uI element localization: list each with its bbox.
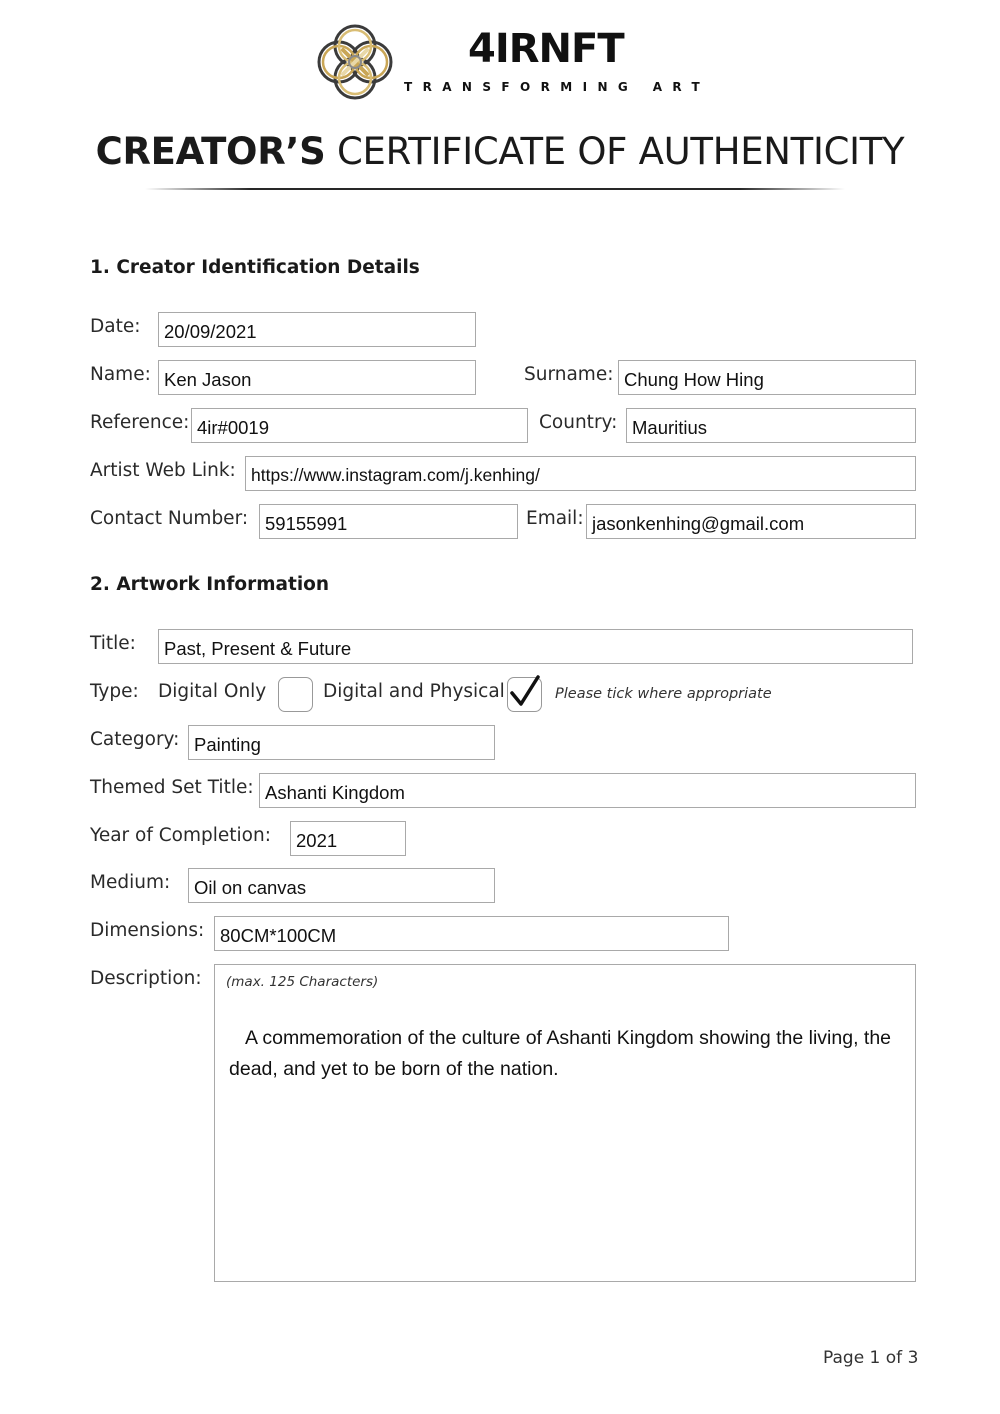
email-field[interactable]: jasonkenhing@gmail.com xyxy=(586,504,916,539)
reference-label: Reference: xyxy=(90,412,190,433)
name-field[interactable]: Ken Jason xyxy=(158,360,476,395)
brand-name: 4IRNFT xyxy=(468,26,624,72)
reference-field[interactable]: 4ir#0019 xyxy=(191,408,528,443)
title-divider xyxy=(145,188,845,190)
page-number: Page 1 of 3 xyxy=(823,1348,919,1368)
description-label: Description: xyxy=(90,968,202,989)
medium-field[interactable]: Oil on canvas xyxy=(188,868,495,903)
certificate-title-rest: CERTIFICATE OF AUTHENTICITY xyxy=(325,130,905,173)
country-field[interactable]: Mauritius xyxy=(626,408,916,443)
certificate-title xyxy=(0,130,1000,173)
contact-field[interactable]: 59155991 xyxy=(259,504,518,539)
type-digital-only-label: Digital Only xyxy=(158,681,267,702)
digital-physical-checkbox[interactable] xyxy=(507,677,542,712)
title-field[interactable]: Past, Present & Future xyxy=(158,629,913,664)
section-creator-heading: 1. Creator Identification Details xyxy=(90,257,420,278)
contact-label: Contact Number: xyxy=(90,508,249,529)
category-label: Category: xyxy=(90,729,180,750)
themed-set-field[interactable]: Ashanti Kingdom xyxy=(259,773,916,808)
country-label: Country: xyxy=(539,412,618,433)
title-label: Title: xyxy=(90,633,136,654)
description-field[interactable] xyxy=(214,964,916,1282)
surname-field[interactable]: Chung How Hing xyxy=(618,360,916,395)
year-field[interactable]: 2021 xyxy=(290,821,406,856)
themed-set-label: Themed Set Title: xyxy=(90,777,254,798)
weblink-label: Artist Web Link: xyxy=(90,460,236,481)
date-field[interactable]: 20/09/2021 xyxy=(158,312,476,347)
checkmark-icon xyxy=(508,675,541,708)
tick-hint: Please tick where appropriate xyxy=(555,686,772,702)
brand-tagline: TRANSFORMING ART xyxy=(404,80,711,94)
dimensions-field[interactable]: 80CM*100CM xyxy=(214,916,729,951)
description-hint: (max. 125 Characters) xyxy=(226,974,379,990)
category-field[interactable]: Painting xyxy=(188,725,495,760)
digital-only-checkbox[interactable] xyxy=(278,677,313,712)
name-label: Name: xyxy=(90,364,151,385)
infinity-knot-logo-icon xyxy=(315,22,395,102)
weblink-field[interactable]: https://www.instagram.com/j.kenhing/ xyxy=(245,456,916,491)
dimensions-label: Dimensions: xyxy=(90,920,205,941)
email-label: Email: xyxy=(526,508,584,529)
type-label: Type: xyxy=(90,681,139,702)
year-label: Year of Completion: xyxy=(90,825,271,846)
surname-label: Surname: xyxy=(524,364,614,385)
description-text: A commemoration of the culture of Ashanti Kingdom showing the living, the dead, and yet to be born of the nation. xyxy=(229,1027,892,1080)
type-digital-physical-label: Digital and Physical xyxy=(323,681,505,702)
certificate-title-bold: CREATOR’S xyxy=(95,130,326,173)
date-label: Date: xyxy=(90,316,141,337)
section-artwork-heading: 2. Artwork Information xyxy=(90,574,330,595)
medium-label: Medium: xyxy=(90,872,171,893)
